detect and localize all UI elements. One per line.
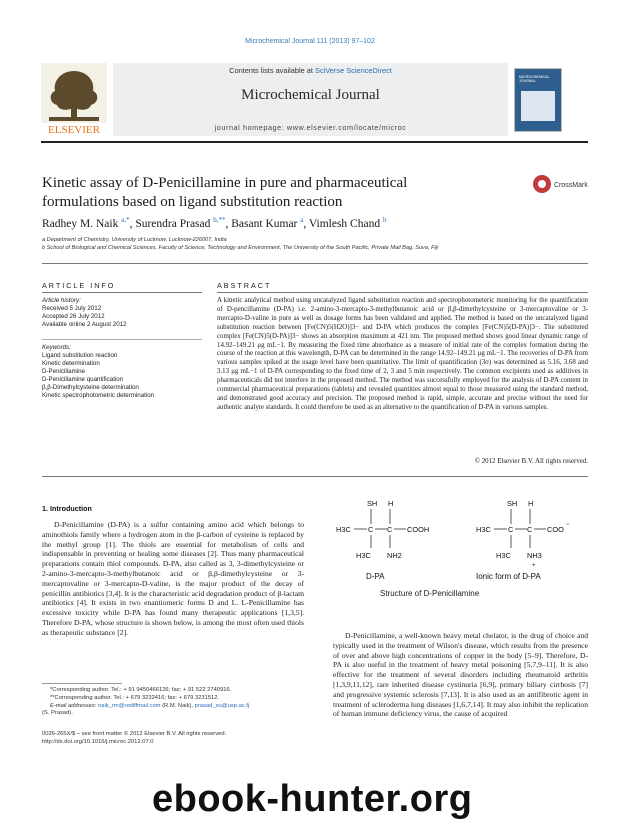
cover-title: MICROCHEMICAL JOURNAL <box>519 75 550 84</box>
keyword: D-Penicillamine <box>42 368 85 375</box>
author-name[interactable]: Radhey M. Naik <box>42 217 119 230</box>
keyword: Kinetic spectrophotometric determination <box>42 392 155 399</box>
affiliation-rule <box>42 263 588 264</box>
corresponding-author-2: **Corresponding author. Tel.: + 679 3232416; fax: + 679 3231512. <box>50 695 220 701</box>
author-name[interactable]: Vimlesh Chand <box>308 217 381 230</box>
corresponding-author-1: *Corresponding author. Tel.: + 91 9450466126; fax: + 91 522 2740916. <box>50 687 232 693</box>
article-info-heading: ARTICLE INFO <box>42 281 116 290</box>
watermark: ebook-hunter.org <box>152 778 473 820</box>
svg-text:C: C <box>508 525 514 534</box>
svg-text:COOH: COOH <box>407 525 430 534</box>
svg-text:H: H <box>388 499 394 508</box>
ionic-d-pa-structure <box>476 499 570 581</box>
affiliation-a: a Department of Chemistry, University of Lucknow, Lucknow-226007, India <box>42 237 227 243</box>
contents-availability: Contents lists available at SciVerse ScienceDirect <box>229 66 392 75</box>
svg-text:C: C <box>387 525 393 534</box>
keyword: Ligand substitution reaction <box>42 352 118 359</box>
author-name[interactable]: Surendra Prasad <box>135 217 211 230</box>
crossmark-icon[interactable] <box>532 172 592 196</box>
keywords: Keywords: Ligand substitution reaction Kinetic determination D-Penicillamine D-Penicillamine quantification β,β-Dimethylcysteine determination Kinetic spectrophotometric determination <box>42 344 155 399</box>
d-pa-label: D-PA <box>366 572 385 581</box>
sciencedirect-link[interactable]: SciVerse ScienceDirect <box>315 66 392 75</box>
svg-text:H3C: H3C <box>476 525 491 534</box>
keyword: D-Penicillamine quantification <box>42 376 124 383</box>
d-penicillamine-structure <box>330 496 590 588</box>
issn-line: 0026-265X/$ – see front matter © 2012 Elsevier B.V. All rights reserved. <box>42 731 227 737</box>
structure-caption: Structure of D-Penicillamine <box>380 589 480 598</box>
author-list: Radhey M. Naik $^{a,*}$, Surendra Prasad $^{b,**}$, Basant Kumar $^a$, Vimlesh Chand $^b$ <box>42 216 387 230</box>
affiliation-b: b School of Biological and Chemical Sciences, Faculty of Science, Technology and Environment, The University of the South Pacific, Private Mail Bag, Suva, Fiji <box>42 245 439 251</box>
doi-link[interactable]: http://dx.doi.org/10.1016/j.microc.2012.07.0 <box>42 739 154 745</box>
svg-text:SH: SH <box>507 499 518 508</box>
section-heading-introduction: 1. Introduction <box>42 504 92 513</box>
svg-text:H3C: H3C <box>496 551 511 560</box>
svg-text:H: H <box>528 499 534 508</box>
elsevier-logo <box>41 63 107 135</box>
journal-name: Microchemical Journal <box>241 87 380 103</box>
ionic-d-pa-label: Ionic form of D-PA <box>476 572 541 581</box>
crossmark-label: CrossMark <box>554 182 588 189</box>
svg-text:−: − <box>566 522 570 528</box>
svg-text:NH3: NH3 <box>527 551 542 560</box>
intro-paragraph-2: D-Penicillamine, a well-known heavy metal chelator, is the drug of choice and typically used in the treatment of Wilson's disease, which results from the presence of over and above high concentrations of copper in the body [5–9]. Therefore, D-PA is also useful in the treatment of heavy metal poisoning [5,7,9–11]. It is also effective for the treatment of several disorders including rheumatoid arthritis [1,3,9,11,12], rare inherited disease cystinuria [6,9], primary biliary cirrhosis [7] and progressive systemic sclerosis [7,13]. It is also used as an antifibrotic agent in treatment of scleroderma lung diseases [1,6,7,14]. It may also inhibit the replication of human immune deficiency virus, the cause of acquired <box>333 631 588 719</box>
svg-text:COO: COO <box>547 525 564 534</box>
article-title: Kinetic assay of D-Penicillamine in pure and pharmaceutical formulations based on ligand substitution reaction <box>42 175 408 210</box>
svg-text:C: C <box>368 525 374 534</box>
author-name[interactable]: Basant Kumar <box>231 217 298 230</box>
journal-homepage[interactable]: journal homepage: www.elsevier.com/locate/microc <box>214 123 407 132</box>
intro-paragraph-1: D-Penicillamine (D-PA) is a sulfur containing amino acid which belongs to aminothiols family where a hydrogen atom in the β-carbon of cysteine is replaced by the methyl group [1]. The thiols are essential for metabolism of cells and indispensable in preventing or healing some diseases [2]. Thus many pharmaceutical preparations contain thiol compounds. D-PA, also called as 3, 3-dimethylcysteine or 2-amino-3-mercapto-3-methylbutanoic acid or β,β-dimethylcysteine or 3-mercaptovaline or 3-mercapto-D-valine, is the major product of the decay of penicillin antibiotics [3,4]. It is the characteristic acid degradation product of β-lactam antibiotics [4]. It exists in two enantiomeric forms D and L. L-Penicillamine has excessive toxicity while D-PA has found many therapeutic applications [1,3,5]. Therefore D-PA, whose structure is shown below, is among the most often used thiols as therapeutic substance [2]. <box>42 520 304 637</box>
article-history: Article history: Received 5 July 2012 Accepted 26 July 2012 Available online 2 August 2012 <box>42 297 127 328</box>
keyword: Kinetic determination <box>42 360 100 367</box>
article-info-rule <box>42 292 202 293</box>
svg-text:C: C <box>527 525 533 534</box>
svg-text:NH2: NH2 <box>387 551 402 560</box>
keywords-rule <box>42 339 202 340</box>
abstract-bottom-rule <box>42 476 588 477</box>
journal-cover <box>514 68 562 132</box>
keyword: β,β-Dimethylcysteine determination <box>42 384 139 391</box>
email-link[interactable]: prasad_su@usp.ac.fj <box>194 703 250 709</box>
abstract-copyright: © 2012 Elsevier B.V. All rights reserved. <box>474 458 588 465</box>
email-addresses: E-mail addresses: naik_rm@rediffmail.com (R.M. Naik), prasad_su@usp.ac.fj (S. Prasad). <box>42 703 250 717</box>
journal-reference[interactable]: Microchemical Journal 111 (2013) 97–102 <box>245 38 375 45</box>
svg-text:+: + <box>532 563 536 569</box>
svg-text:SH: SH <box>367 499 378 508</box>
abstract-text: A kinetic analytical method using uncatalyzed ligand substitution reaction and spectrophotometeric monitoring for the quantification of D-pencillamine (D-PA) i.e. 2-amino-3-mercapto-3-methylbutanoic acid or β,β-dimethylcysteine or 3-mercaptovaline or 3-mercapto-D-valine in pure as well as dosage forms has been validated and applied. The method is based on the uncatalyzed ligand substitution reaction between [Fe(CN)5(H2O)]3− and D-PA which produces the complex [Fe(CN)5(D-PA)]3−. The substituted complex [Fe(CN)5(D-PA)]3− shows an absorption maximum at 421 nm. The proposed method shows good linear dynamic range of 14.92–149.21 μg mL−1. By measuring the fixed time absorbance as a measure of initial rate of the complex formation during the course of the reaction at this wavelength, D-PA can be determined in the range 14.92–149.21 μg mL−1. The recoveries of D-PA from various samples spiked at the usage level have been quantitative. The limit of quantification (3σ) was determined as 5.16, 3.68 and 3.13 μg mL−1 of D-PA corresponding to the fixed time of 2, 3 and 5 min respectively. The common excipients used as additives in pharmaceuticals did not interfere in the proposed method. The method was successfully employed for the analysis of D-PA content in commercial pharmaceutical preparations (tablets) and revealed quantities almost equal to those measured using the standard method, and demonstrated good accuracy and precision. The proposed method is rapid, simple, accurate and precise without the need for authentic analyte standards. It could therefore be used as an alternative to the quantification of D-PA in various samples. <box>217 297 588 411</box>
email-link[interactable]: naik_rm@rediffmail.com <box>98 703 161 709</box>
abstract-heading: ABSTRACT <box>217 281 272 290</box>
svg-text:H3C: H3C <box>356 551 371 560</box>
footnote-rule <box>42 683 122 684</box>
journal-header-box <box>113 63 508 136</box>
svg-text:H3C: H3C <box>336 525 351 534</box>
elsevier-wordmark: ELSEVIER <box>48 124 100 135</box>
d-pa-structure <box>336 499 429 581</box>
header-rule <box>41 141 588 143</box>
abstract-rule <box>217 292 588 293</box>
